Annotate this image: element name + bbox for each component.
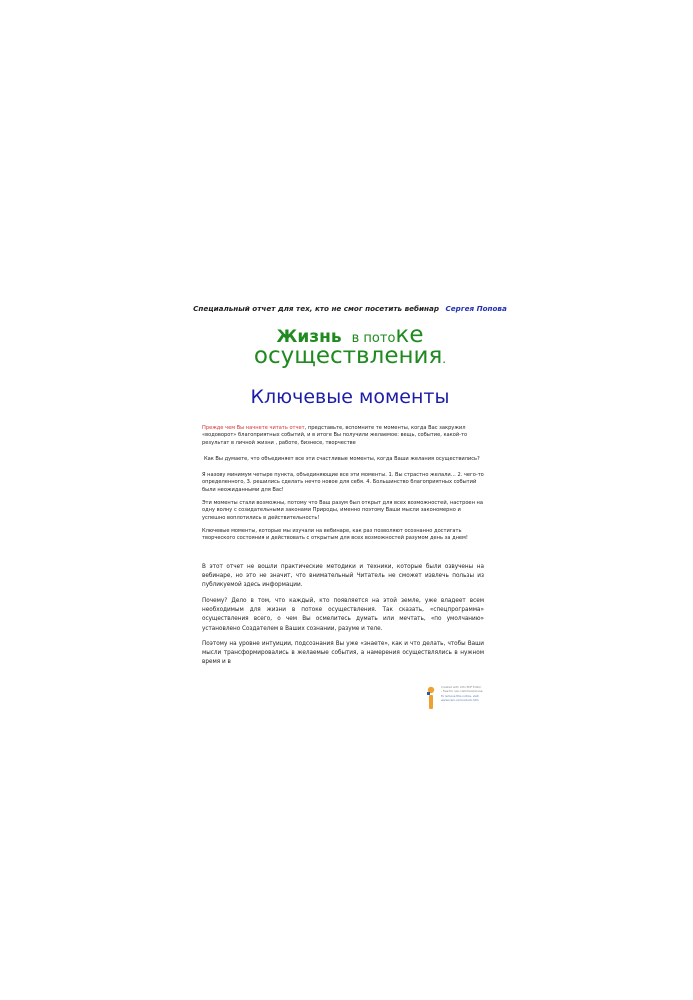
report-subtitle xyxy=(150,304,550,313)
title-line-2 xyxy=(200,343,500,369)
paragraph-7 xyxy=(202,597,484,634)
paragraph-2-text: Как Вы думаете, что объединяет все эти счастливые моменты, когда Ваши желания осуществились? xyxy=(204,456,480,462)
pdf-editor-watermark xyxy=(425,686,505,710)
title-word-realization: осуществления xyxy=(253,343,443,369)
paragraph-1 xyxy=(202,425,484,447)
paragraph-3-text: Я назову минимум четыре пункта, объединяющие все эти моменты. 1. Вы страстно желали… 2. чего-то определенного, 3. решились сделать нечто новое для себя. 4. Большинство благоприятных событий были неожиданными для Вас! xyxy=(202,472,484,493)
watermark-text xyxy=(441,686,505,702)
author-name: Сергея Попова xyxy=(445,304,507,313)
watermark-line-2: - free for non-commercial use xyxy=(441,688,483,693)
subtitle-text: Специальный отчет для тех, кто не смог посетить вебинар xyxy=(193,304,440,313)
paragraph-7-text: Почему? Дело в том, что каждый, кто появляется на этой земле, уже владеет всем необходимым для жизни в потоке осуществления. Так сказать, «спецпрограмма» осуществления всего, о чем Вы осмелитесь думать или мечтать, «по умолчанию» установлено Создателем в Ваших сознании, разуме и теле. xyxy=(202,598,484,632)
paragraph-6 xyxy=(202,563,484,591)
paragraph-3 xyxy=(202,472,484,494)
section-heading: Ключевые моменты xyxy=(250,386,450,408)
paragraph-5 xyxy=(202,528,484,543)
title-dot: . xyxy=(442,352,447,366)
paragraph-1-lead: Прежде чем Вы начнете читать отчет xyxy=(202,425,305,431)
paragraph-1-text: , представьте, вспомните те моменты, когда Вас закружил «водоворот» благоприятных событий, и в итоге Вы получили желаемое: вещь, событие, какой-то результат в личной жизни , работе, бизнесе, творчестве xyxy=(202,425,468,446)
paragraph-2 xyxy=(204,456,486,463)
title-word-in-flow: в по xyxy=(351,331,380,346)
title-word-life: Жизнь xyxy=(276,327,342,347)
paragraph-8-text: Поэтому на уровне интуиции, подсознания Вы уже «знаете», как и что делать, чтобы Ваши мысли трансформировались в желаемые события, а намерения осуществлялись в нужном время и в xyxy=(202,641,484,666)
paragraph-5-text: Ключевые моменты, которые мы изучали на вебинаре, как раз позволяют осознанно достигать творческого состояния и действовать с открытым для всех возможностей разумом день за днем! xyxy=(202,528,468,542)
title-word-flow-mid: то xyxy=(379,331,396,346)
watermark-unlock-link[interactable]: To remove this notice, visit: www.iceni.com/unlock.htm xyxy=(441,694,480,702)
watermark-line-1: Created with Infix PDF Editor xyxy=(441,685,482,689)
infix-logo-icon xyxy=(425,686,437,710)
paragraph-6-text: В этот отчет не вошли практические методики и техники, которые были озвучены на вебинаре, но это не значит, что внимательный Читатель не сможет извлечь пользы из публикуемой здесь информации. xyxy=(202,564,484,589)
paragraph-8 xyxy=(202,640,484,668)
title-word-flow-end: ке xyxy=(395,322,424,348)
paragraph-4 xyxy=(202,500,484,522)
paragraph-4-text: Эти моменты стали возможны, потому что Ваш разум был открыт для всех возможностей, настроен на одну волну с созидательными законами Природы, именно поэтому Ваши мысли закономерно и успешно воплотились в действительность! xyxy=(202,500,483,521)
